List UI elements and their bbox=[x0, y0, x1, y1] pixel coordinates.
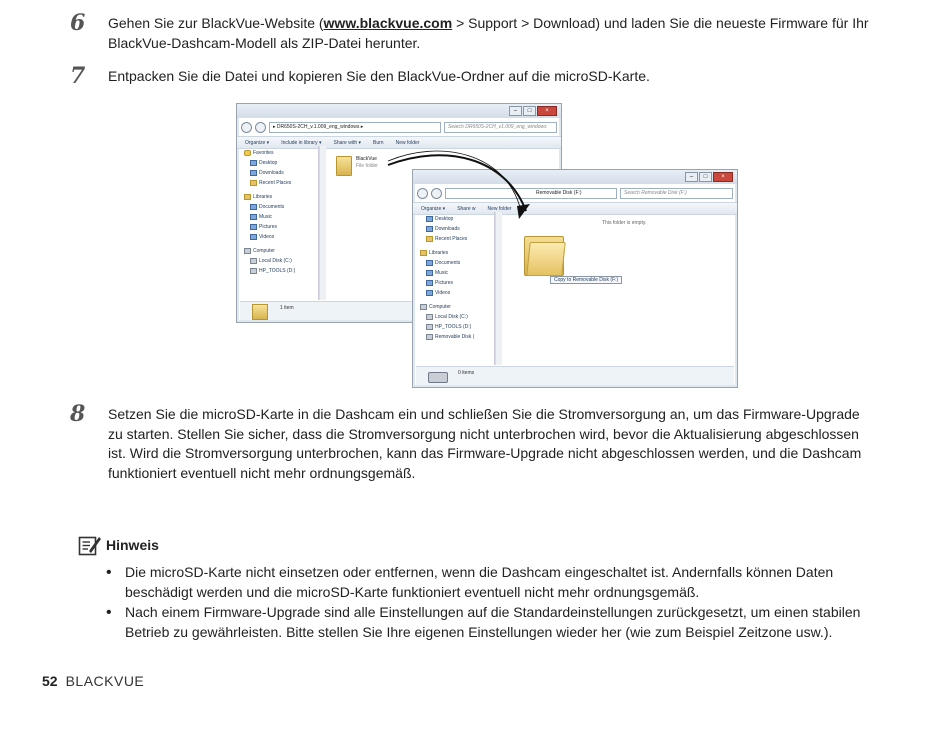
page-footer bbox=[42, 673, 144, 689]
explorer-toolbar: Organize ▾ Include in library ▾ Share with ▾ Burn New folder bbox=[237, 136, 561, 149]
address-bar: ▸ DR650S-2CH_v.1.009_eng_windows ▸ bbox=[269, 122, 441, 133]
file-list: This folder is empty. Copy to Removable Disk (F:) bbox=[502, 212, 734, 365]
step-text: Setzen Sie die microSD-Karte in die Dashcam ein und schließen Sie die Stromversorgung an, um das Firmware-Upgrade zu starten. Stellen Sie sicher, dass die Stromversorgung nicht unterbrochen wird, bevor die Aktualisierung abgeschlossen ist. Wird die Stromversorgung unterbrochen, kann das Firmware-Upgrade nicht abgeschlossen werden, und die Dashcam funktioniert eventuell nicht mehr ordnungsgemäß. bbox=[108, 406, 862, 481]
address-bar: Removable Disk (F:) bbox=[445, 188, 617, 199]
status-bar: 0 items bbox=[416, 366, 734, 385]
close-icon: × bbox=[713, 172, 733, 182]
list-item: • Nach einem Firmware-Upgrade sind alle Einstellungen auf die Standardeinstellungen zurückgesetzt, um einen stabilen Betrieb zu gewährleisten. Bitte stellen Sie Ihre eigenen Einstellungen wieder her (wie zum Beispiel Zeitzone usw.). bbox=[106, 603, 876, 642]
maximize-icon: □ bbox=[523, 106, 536, 116]
page-number: 52 bbox=[42, 673, 58, 689]
maximize-icon: □ bbox=[699, 172, 712, 182]
step-number: 6 bbox=[70, 10, 86, 36]
explorer-screenshot-figure bbox=[236, 103, 738, 388]
hint-title: Hinweis bbox=[106, 537, 159, 553]
brand-name: BLACKVUE bbox=[65, 673, 145, 689]
step-number: 7 bbox=[70, 63, 86, 89]
website-link[interactable]: www.blackvue.com bbox=[323, 15, 453, 31]
explorer-toolbar: Organize ▾ Share w New folder bbox=[413, 202, 737, 215]
step-6 bbox=[70, 10, 870, 53]
drag-arrow-icon bbox=[236, 103, 738, 388]
hint-list bbox=[106, 563, 876, 643]
step-text: Gehen Sie zur BlackVue-Website (www.blackvue.com > Support > Download) und laden Sie die neueste Firmware für Ihr BlackVue-Dashcam-Modell als ZIP-Datei herunter. bbox=[108, 15, 869, 51]
list-item: • Die microSD-Karte nicht einsetzen oder entfernen, wenn die Dashcam eingeschaltet ist. Andernfalls können Daten beschädigt werden und die microSD-Karte funktioniert eventuell nicht mehr ordnungsgemäß. bbox=[106, 563, 876, 602]
step-7 bbox=[70, 63, 870, 89]
step-8 bbox=[70, 401, 870, 483]
search-box: Search DR650S-2CH_v1.009_eng_windows bbox=[444, 122, 557, 133]
status-bar: 1 item bbox=[240, 301, 558, 320]
navigation-pane: Favorites Desktop Downloads Recent Places Libraries Documents Music Pictures Videos Computer Local Disk (C:) HP_TOOLS (D:) bbox=[240, 146, 319, 300]
note-icon bbox=[78, 534, 102, 556]
step-text: Entpacken Sie die Datei und kopieren Sie den BlackVue-Ordner auf die microSD-Karte. bbox=[108, 68, 650, 84]
navigation-pane: Desktop Downloads Recent Places Libraries Documents Music Pictures Videos Computer Local Disk (C:) HP_TOOLS (D:) Removable Disk ( bbox=[416, 212, 495, 365]
copy-tooltip: Copy to Removable Disk (F:) bbox=[550, 276, 622, 284]
minimize-icon: – bbox=[685, 172, 698, 182]
step-number: 8 bbox=[70, 401, 86, 427]
file-list: BlackVue File folder bbox=[326, 146, 558, 300]
close-icon: × bbox=[537, 106, 557, 116]
search-box: Search Removable Disk (F:) bbox=[620, 188, 733, 199]
minimize-icon: – bbox=[509, 106, 522, 116]
